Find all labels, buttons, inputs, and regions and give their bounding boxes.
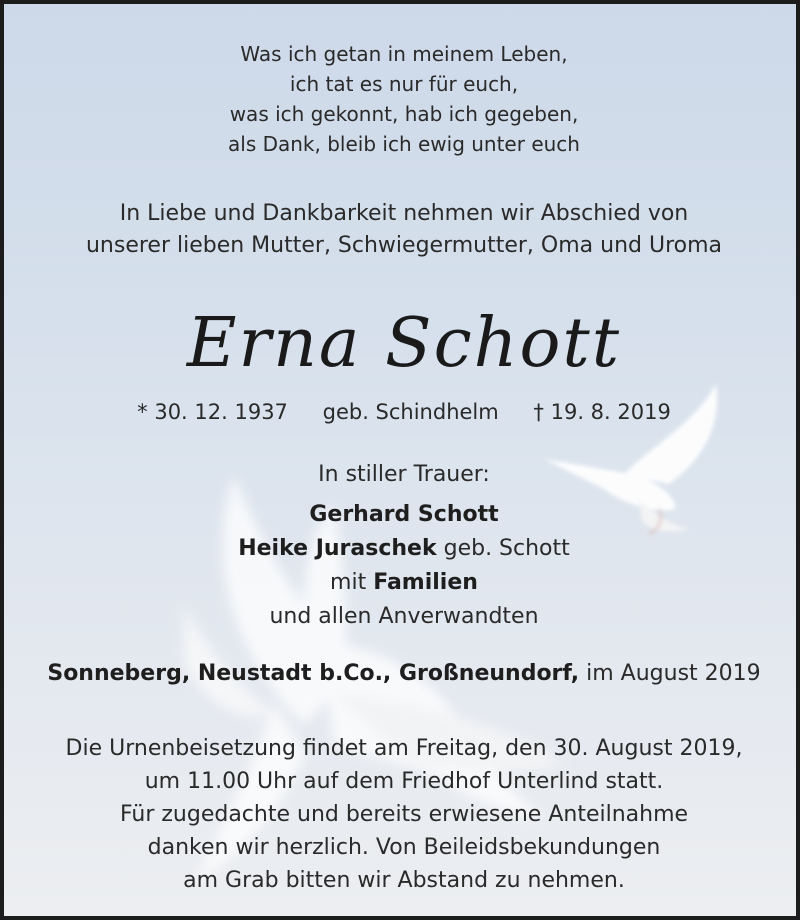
place-date-line bbox=[4, 661, 800, 686]
mourners-heading: In stiller Trauer: bbox=[318, 462, 490, 487]
mourner-2: Heike Juraschek bbox=[238, 536, 437, 561]
notice-line-3: Für zugedachte und bereits erwiesene Anteilnahme bbox=[119, 802, 689, 827]
notice-line-4: danken wir herzlich. Von Beileidsbekundungen bbox=[147, 835, 661, 860]
poem-line-4: als Dank, bleib ich ewig unter euch bbox=[228, 132, 580, 156]
families: Familien bbox=[373, 570, 478, 595]
place-locations: Sonneberg, Neustadt b.Co., Großneundorf, bbox=[47, 661, 580, 686]
relatives-line: und allen Anverwandten bbox=[269, 604, 539, 629]
poem-line-3: was ich gekonnt, hab ich gegeben, bbox=[229, 102, 579, 126]
death-date: † 19. 8. 2019 bbox=[533, 400, 671, 424]
notice-line-1: Die Urnenbeisetzung findet am Freitag, den 30. August 2019, bbox=[65, 736, 743, 761]
notice-line-5: am Grab bitten wir Abstand zu nehmen. bbox=[183, 868, 625, 893]
mourner-1: Gerhard Schott bbox=[309, 502, 499, 527]
poem-line-1: Was ich getan in meinem Leben, bbox=[240, 42, 568, 66]
place-date: im August 2019 bbox=[579, 661, 761, 686]
families-line bbox=[4, 570, 800, 595]
notice-line-2: um 11.00 Uhr auf dem Friedhof Unterlind statt. bbox=[144, 769, 664, 794]
mourner-2-line bbox=[4, 536, 800, 561]
intro-line-1: In Liebe und Dankbarkeit nehmen wir Abschied von bbox=[119, 201, 689, 226]
intro-line-2: unserer lieben Mutter, Schwiegermutter, Oma und Uroma bbox=[85, 233, 723, 258]
birth-date: * 30. 12. 1937 bbox=[137, 400, 288, 424]
deceased-name: Erna Schott bbox=[186, 304, 622, 383]
families-prefix: mit bbox=[330, 570, 374, 595]
maiden-name: geb. Schindhelm bbox=[322, 400, 499, 424]
life-dates bbox=[4, 400, 800, 424]
poem-line-2: ich tat es nur für euch, bbox=[289, 72, 519, 96]
mourner-2-suffix: geb. Schott bbox=[436, 536, 570, 561]
